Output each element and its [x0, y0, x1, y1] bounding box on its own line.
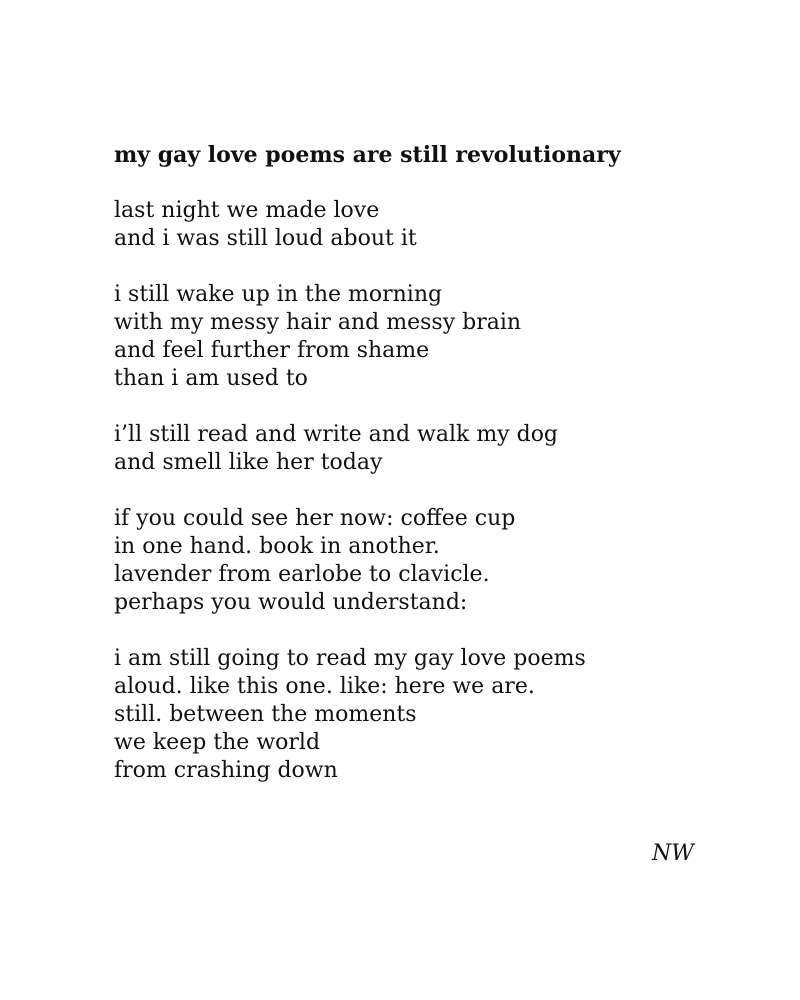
poem-title: my gay love poems are still revolutionary — [114, 142, 621, 168]
poem-line: perhaps you would understand: — [114, 590, 468, 615]
author-signature: NW — [652, 841, 694, 866]
poem-line: in one hand. book in another. — [114, 534, 440, 559]
poem-line: with my messy hair and messy brain — [114, 310, 522, 335]
stanza-5 — [114, 645, 754, 785]
poem-line: if you could see her now: coffee cup — [114, 506, 516, 531]
poem-line: lavender from earlobe to clavicle. — [114, 562, 490, 587]
stanza-2 — [114, 281, 754, 393]
poem-line: and smell like her today — [114, 450, 383, 475]
stanza-3 — [114, 421, 754, 477]
poem-line: last night we made love — [114, 198, 380, 223]
poem-line: than i am used to — [114, 366, 308, 391]
poem-line: from crashing down — [114, 758, 338, 783]
stanza-1 — [114, 197, 754, 253]
poem-line: we keep the world — [114, 730, 321, 755]
stanza-4 — [114, 505, 754, 617]
poem-line: i am still going to read my gay love poems — [114, 646, 586, 671]
poem-body — [114, 141, 754, 785]
poem-line: and i was still loud about it — [114, 226, 417, 251]
poem-line: i’ll still read and write and walk my dog — [114, 422, 559, 447]
poem-line: i still wake up in the morning — [114, 282, 443, 307]
poem-line: still. between the moments — [114, 702, 417, 727]
poem-line: and feel further from shame — [114, 338, 430, 363]
poem-line: aloud. like this one. like: here we are. — [114, 674, 535, 699]
